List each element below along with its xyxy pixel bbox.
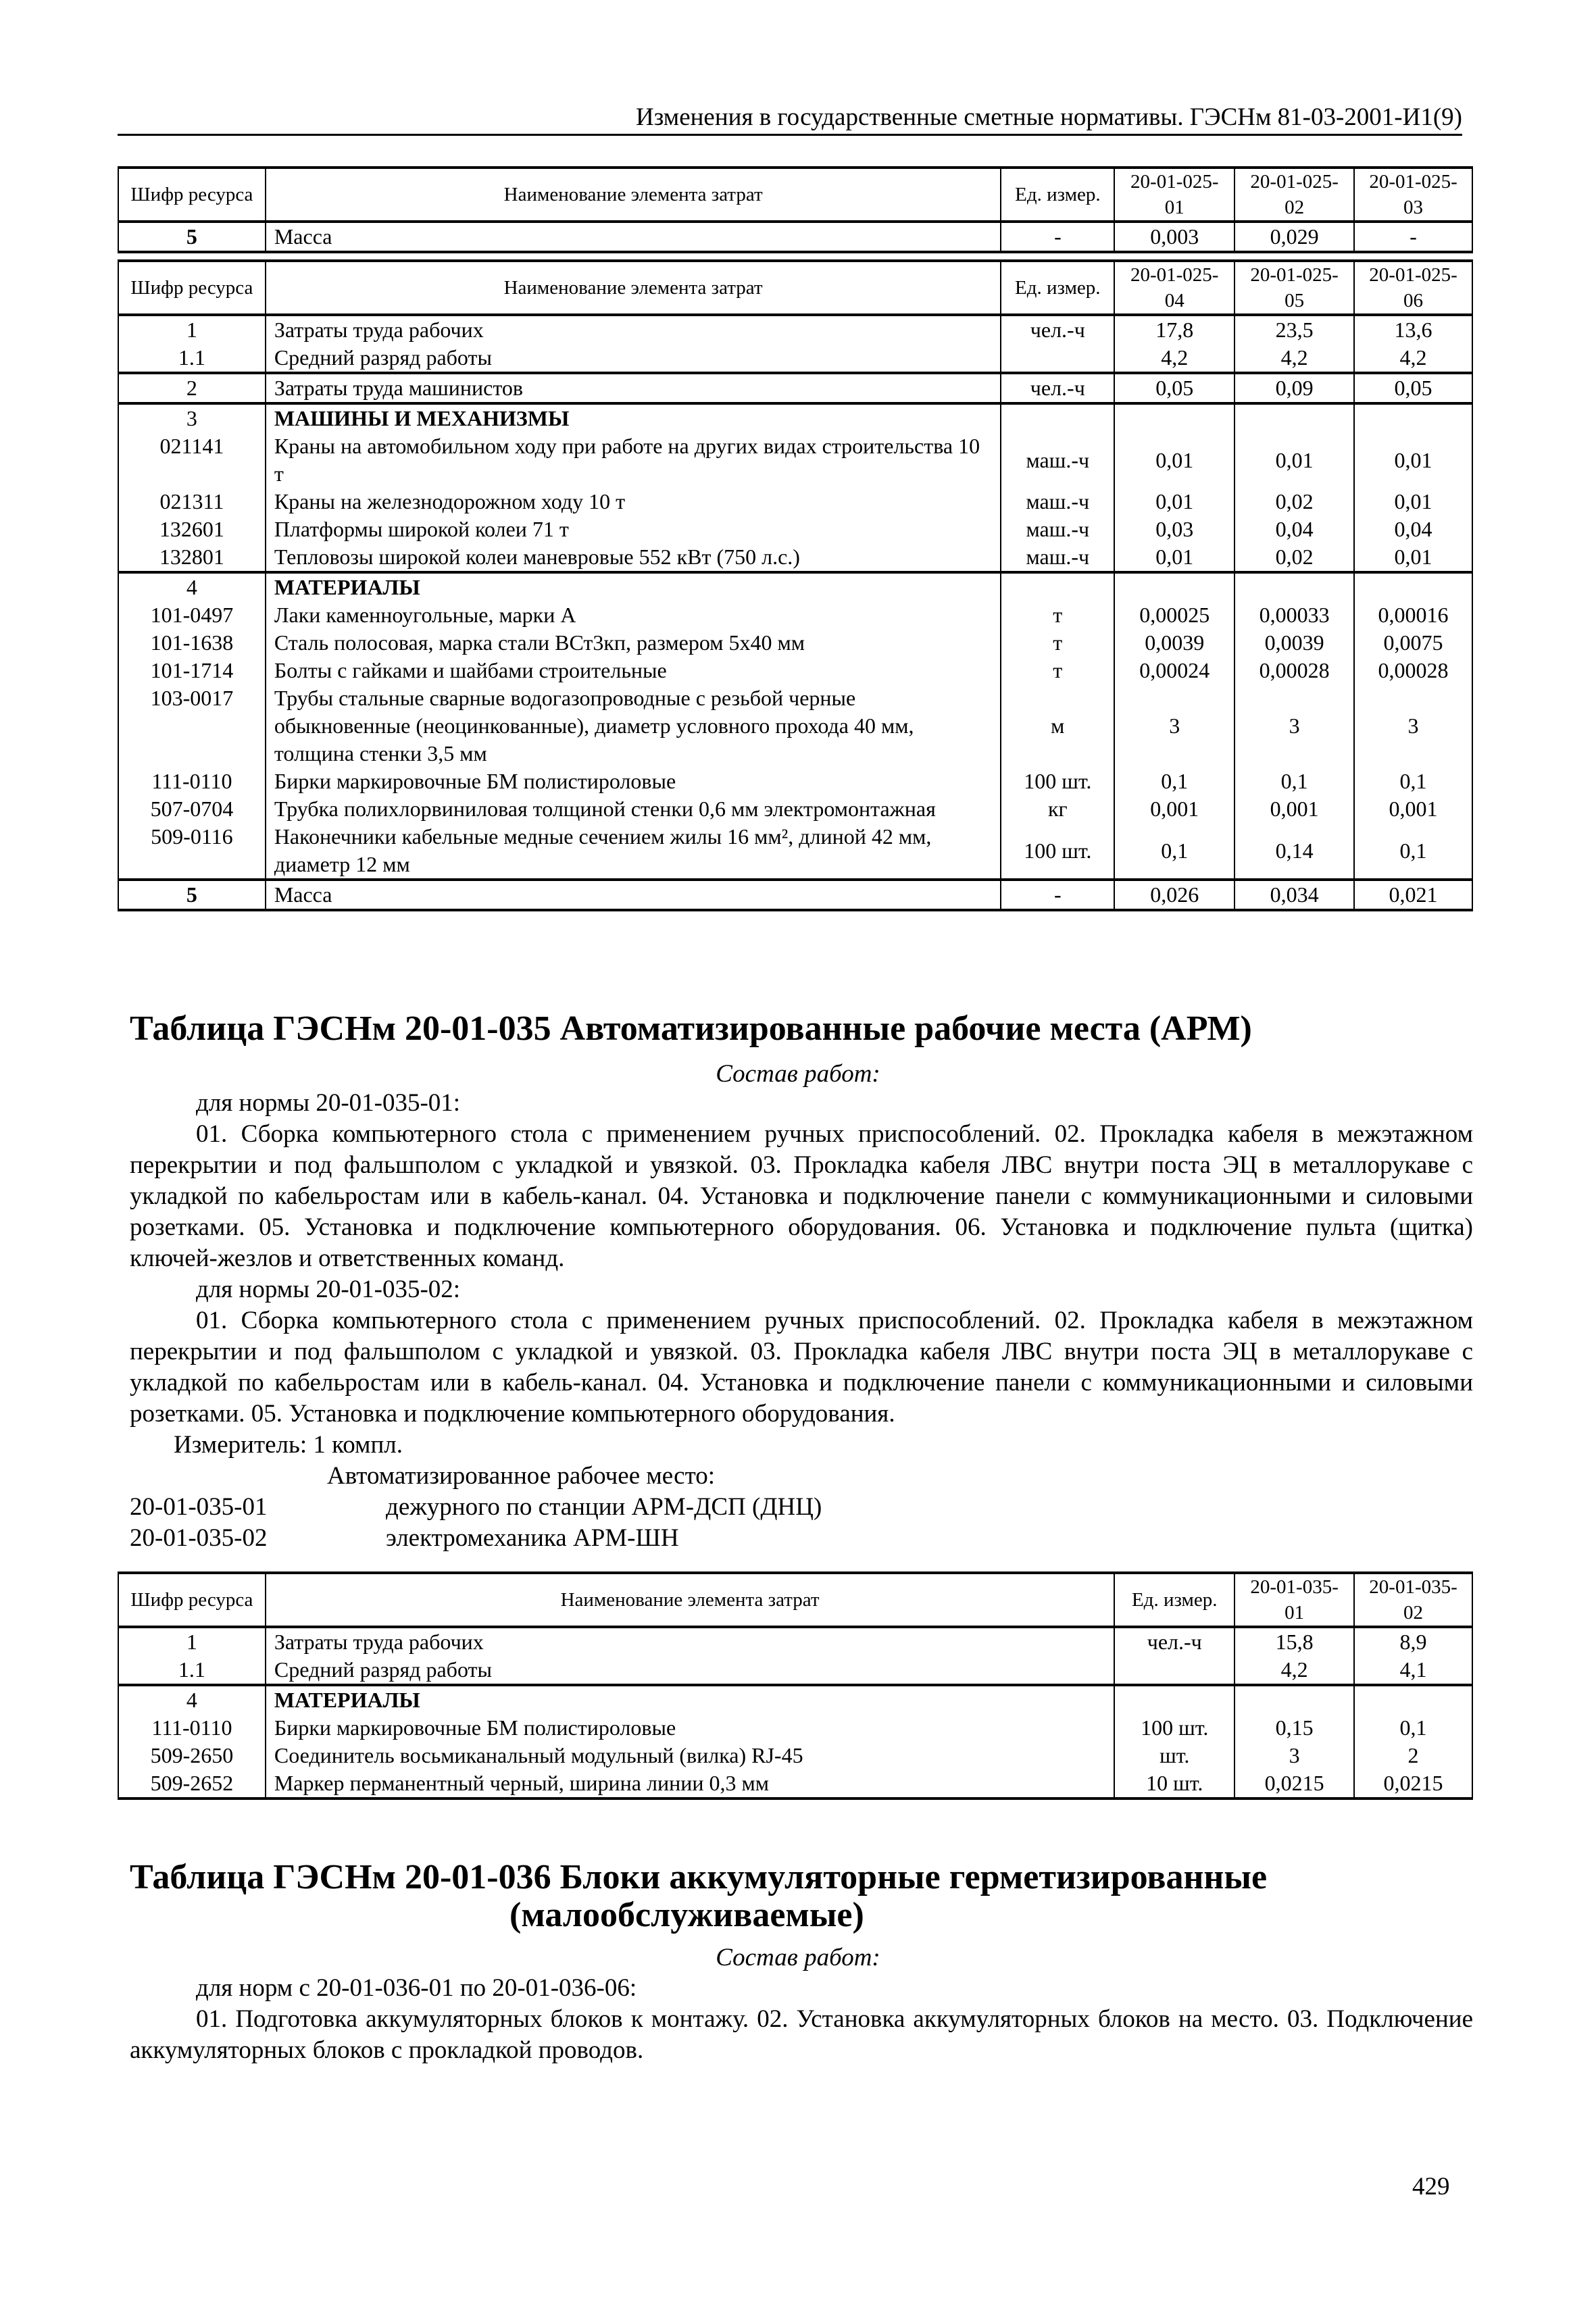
table-row [118,823,1472,880]
norm-value: 0,1 [1354,823,1472,880]
norm-description: 01. Сборка компьютерного стола с применением ручных приспособлений. 02. Прокладка кабеля в межэтажном перекрытии и под фальшполом с укладкой и увязкой. 03. Прокладка кабеля ЛВС внутри поста ЭЦ в металлорукаве с укладкой по кабельростам или в кабель-канал. 04. Установка и подключение панели с коммуникационными и силовыми розетками. 05. Установка и подключение компьютерного оборудования. [130,1307,1473,1428]
resource-code: 132801 [118,543,266,572]
table-row [118,1685,1472,1714]
norm-value: 0,0215 [1354,1769,1472,1799]
table-row [118,795,1472,823]
norm-value: - [1354,222,1472,252]
norm-value: 0,01 [1354,432,1472,488]
norm-value: 3 [1114,684,1235,768]
cost-element-name: Болты с гайками и шайбами строительные [266,657,1001,684]
cost-element-name: Платформы широкой колеи 71 т [266,515,1001,543]
norm-value: 0,01 [1114,432,1235,488]
norm-value [1114,572,1235,601]
cost-element-name: Затраты труда рабочих [266,1627,1114,1656]
cost-element-name: МАТЕРИАЛЫ [266,1685,1114,1714]
column-header: 20-01-025-05 [1235,261,1354,315]
norm-value: 15,8 [1235,1627,1354,1656]
norm-value: 0,1 [1354,768,1472,795]
composition-heading: Состав работ: [716,1944,880,1971]
norm-value: 0,001 [1354,795,1472,823]
table-header-row [118,168,1472,222]
column-header: 20-01-035-01 [1235,1573,1354,1627]
resource-table-035 [118,1571,1473,1800]
section-title-035: Таблица ГЭСНм 20-01-035 Автоматизированные рабочие места (АРМ) [130,1009,1252,1048]
resource-code: 132601 [118,515,266,543]
table-row [118,403,1472,432]
table-row [118,1627,1472,1656]
cost-element-name: Краны на автомобильном ходу при работе на других видах строительства 10 т [266,432,1001,488]
section-036-text [130,1973,1473,2066]
unit: 100 шт. [1001,823,1114,880]
resource-code: 101-1638 [118,629,266,657]
norm-value: 0,02 [1235,488,1354,515]
column-header: Ед. измер. [1114,1573,1235,1627]
norm-value: 0,01 [1354,543,1472,572]
norm-value: 0,0039 [1235,629,1354,657]
cost-element-name: Бирки маркировочные БМ полистироловые [266,1714,1114,1742]
column-header: 20-01-035-02 [1354,1573,1472,1627]
resource-code: 021141 [118,432,266,488]
norm-value: 0,029 [1235,222,1354,252]
table-row [118,543,1472,572]
table-row [118,373,1472,403]
unit: - [1001,222,1114,252]
unit: кг [1001,795,1114,823]
unit: маш.-ч [1001,432,1114,488]
unit: маш.-ч [1001,515,1114,543]
cost-element-name: Масса [266,222,1001,252]
unit: т [1001,601,1114,629]
norm-value [1354,403,1472,432]
object-label: Автоматизированное рабочее место: [327,1462,716,1490]
column-header: Шифр ресурса [118,168,266,222]
variant-text: дежурного по станции АРМ-ДСП (ДНЦ) [386,1493,822,1521]
column-header: 20-01-025-06 [1354,261,1472,315]
table-row [118,601,1472,629]
table-row [118,1742,1472,1769]
resource-code: 507-0704 [118,795,266,823]
norm-value: 8,9 [1354,1627,1472,1656]
norm-value: 0,01 [1235,432,1354,488]
variant-text: электромеханика АРМ-ШН [386,1524,679,1552]
column-header: Шифр ресурса [118,1573,266,1627]
cost-element-name: МАШИНЫ И МЕХАНИЗМЫ [266,403,1001,432]
resource-code: 1 [118,315,266,344]
norm-value: 0,04 [1354,515,1472,543]
norm-description: 01. Сборка компьютерного стола с применением ручных приспособлений. 02. Прокладка кабеля в межэтажном перекрытии и под фальшполом с укладкой и увязкой. 03. Прокладка кабеля ЛВС внутри поста ЭЦ в металлорукаве с укладкой по кабельростам или в кабель-канал. 04. Установка и подключение панели с коммуникационными и силовыми розетками. 05. Установка и подключение компьютерного оборудования. 06. Установка и подключение пульта (щитка) ключей-жезлов и ответственных команд. [130,1120,1473,1272]
table-row [118,880,1472,910]
table-row [118,344,1472,373]
norm-value: 0,003 [1114,222,1235,252]
variant-row [130,1492,1473,1523]
table-row [118,629,1472,657]
norm-value: 0,021 [1354,880,1472,910]
norm-value: 0,034 [1235,880,1354,910]
resource-code: 101-1714 [118,657,266,684]
norm-value: 4,2 [1114,344,1235,373]
section-title-036: Таблица ГЭСНм 20-01-036 Блоки аккумуляторные герметизированные [130,1858,1268,1896]
unit: маш.-ч [1001,488,1114,515]
unit: чел.-ч [1114,1627,1235,1656]
norm-value: 0,0215 [1235,1769,1354,1799]
meter: Измеритель: 1 компл. [174,1431,403,1459]
unit [1001,572,1114,601]
column-header: Ед. измер. [1001,261,1114,315]
resource-code: 3 [118,403,266,432]
unit: чел.-ч [1001,315,1114,344]
norm-value: 0,00024 [1114,657,1235,684]
norm-value: 0,0075 [1354,629,1472,657]
norm-value: 0,09 [1235,373,1354,403]
column-header: Наименование элемента затрат [266,168,1001,222]
resource-code: 5 [118,222,266,252]
norm-value: 0,001 [1235,795,1354,823]
resource-table-025-04-06 [118,259,1473,911]
variant-code: 20-01-035-02 [130,1524,268,1552]
resource-code: 101-0497 [118,601,266,629]
cost-element-name: Затраты труда машинистов [266,373,1001,403]
unit [1001,344,1114,373]
table-header-row [118,261,1472,315]
resource-code: 1.1 [118,344,266,373]
norm-value: 4,2 [1235,1656,1354,1685]
unit: маш.-ч [1001,543,1114,572]
resource-code: 509-2650 [118,1742,266,1769]
table-row [118,1714,1472,1742]
norm-value: 0,00028 [1235,657,1354,684]
table-header-row [118,1573,1472,1627]
table-row [118,572,1472,601]
norm-value: 4,2 [1354,344,1472,373]
composition-heading: Состав работ: [716,1060,880,1088]
norm-value [1235,403,1354,432]
resource-table-025-01-03 [118,166,1473,253]
norm-value: 0,02 [1235,543,1354,572]
cost-element-name: Наконечники кабельные медные сечением жилы 16 мм², длиной 42 мм, диаметр 12 мм [266,823,1001,880]
norm-value: 0,00028 [1354,657,1472,684]
table-row [118,768,1472,795]
norm-label: для нормы 20-01-035-02: [196,1276,461,1303]
column-header: 20-01-025-03 [1354,168,1472,222]
table-row [118,1656,1472,1685]
norm-value: 4,1 [1354,1656,1472,1685]
resource-code: 5 [118,880,266,910]
column-header: 20-01-025-04 [1114,261,1235,315]
unit [1001,403,1114,432]
cost-element-name: Средний разряд работы [266,1656,1114,1685]
cost-element-name: Соединитель восьмиканальный модульный (вилка) RJ-45 [266,1742,1114,1769]
column-header: 20-01-025-01 [1114,168,1235,222]
norm-value [1354,572,1472,601]
resource-code: 111-0110 [118,768,266,795]
norm-value: 0,01 [1114,543,1235,572]
norm-value: 0,15 [1235,1714,1354,1742]
table-row [118,488,1472,515]
resource-code: 4 [118,1685,266,1714]
cost-element-name: Тепловозы широкой колеи маневровые 552 кВт (750 л.с.) [266,543,1001,572]
norm-value: 0,01 [1114,488,1235,515]
norm-value: 0,05 [1354,373,1472,403]
resource-code: 2 [118,373,266,403]
norm-value [1235,572,1354,601]
cost-element-name: Трубы стальные сварные водогазопроводные с резьбой черные обыкновенные (неоцинкованные), диаметр условного прохода 40 мм, толщина стенки 3,5 мм [266,684,1001,768]
resource-code: 4 [118,572,266,601]
norm-value: 0,04 [1235,515,1354,543]
section-title-036-line2: (малообслуживаемые) [509,1896,864,1934]
table-row [118,684,1472,768]
norm-value: 0,00033 [1235,601,1354,629]
norm-value: 0,01 [1354,488,1472,515]
table-row [118,315,1472,344]
resource-code: 103-0017 [118,684,266,768]
norm-value: 3 [1235,1742,1354,1769]
unit: м [1001,684,1114,768]
section-035-text [130,1088,1473,1554]
norm-value: 0,1 [1354,1714,1472,1742]
unit [1114,1656,1235,1685]
norm-value: 0,14 [1235,823,1354,880]
cost-element-name: Трубка полихлорвиниловая толщиной стенки 0,6 мм электромонтажная [266,795,1001,823]
norm-value: 13,6 [1354,315,1472,344]
norm-description: 01. Подготовка аккумуляторных блоков к монтажу. 02. Установка аккумуляторных блоков на место. 03. Подключение аккумуляторных блоков с прокладкой проводов. [130,2005,1473,2064]
cost-element-name: Затраты труда рабочих [266,315,1001,344]
unit: т [1001,657,1114,684]
norm-value: 0,1 [1114,768,1235,795]
norm-value [1235,1685,1354,1714]
norm-value: 17,8 [1114,315,1235,344]
variant-code: 20-01-035-01 [130,1493,268,1521]
norm-value: 3 [1354,684,1472,768]
resource-code: 1.1 [118,1656,266,1685]
cost-element-name: Краны на железнодорожном ходу 10 т [266,488,1001,515]
column-header: 20-01-025-02 [1235,168,1354,222]
resource-code: 509-2652 [118,1769,266,1799]
cost-element-name: Средний разряд работы [266,344,1001,373]
table-row [118,515,1472,543]
norm-label: для нормы 20-01-035-01: [196,1089,461,1117]
unit [1114,1685,1235,1714]
unit: 100 шт. [1001,768,1114,795]
table-row [118,657,1472,684]
table-row [118,222,1472,252]
norm-value: 0,00025 [1114,601,1235,629]
unit: 100 шт. [1114,1714,1235,1742]
norm-value: 2 [1354,1742,1472,1769]
norm-value: 23,5 [1235,315,1354,344]
page-number: 429 [1412,2173,1450,2200]
norm-label: для норм с 20-01-036-01 по 20-01-036-06: [196,1974,637,2002]
resource-code: 1 [118,1627,266,1656]
cost-element-name: Бирки маркировочные БМ полистироловые [266,768,1001,795]
resource-code: 021311 [118,488,266,515]
unit: - [1001,880,1114,910]
norm-value: 0,026 [1114,880,1235,910]
cost-element-name: Масса [266,880,1001,910]
unit: шт. [1114,1742,1235,1769]
column-header: Наименование элемента затрат [266,261,1001,315]
resource-code: 509-0116 [118,823,266,880]
cost-element-name: Лаки каменноугольные, марки А [266,601,1001,629]
norm-value: 0,1 [1235,768,1354,795]
norm-value: 0,0039 [1114,629,1235,657]
norm-value: 3 [1235,684,1354,768]
norm-value [1114,403,1235,432]
norm-value: 0,03 [1114,515,1235,543]
table-row [118,1769,1472,1799]
unit: т [1001,629,1114,657]
cost-element-name: Маркер перманентный черный, ширина линии 0,3 мм [266,1769,1114,1799]
variant-row [130,1523,1473,1554]
column-header: Шифр ресурса [118,261,266,315]
resource-code: 111-0110 [118,1714,266,1742]
column-header: Ед. измер. [1001,168,1114,222]
norm-value: 0,00016 [1354,601,1472,629]
running-header: Изменения в государственные сметные нормативы. ГЭСНм 81-03-2001-И1(9) [118,101,1462,136]
norm-value: 0,1 [1114,823,1235,880]
norm-value: 4,2 [1235,344,1354,373]
table-row [118,432,1472,488]
norm-value [1354,1685,1472,1714]
cost-element-name: Сталь полосовая, марка стали ВСт3кп, размером 5х40 мм [266,629,1001,657]
norm-value: 0,001 [1114,795,1235,823]
unit: чел.-ч [1001,373,1114,403]
column-header: Наименование элемента затрат [266,1573,1114,1627]
norm-value: 0,05 [1114,373,1235,403]
unit: 10 шт. [1114,1769,1235,1799]
cost-element-name: МАТЕРИАЛЫ [266,572,1001,601]
